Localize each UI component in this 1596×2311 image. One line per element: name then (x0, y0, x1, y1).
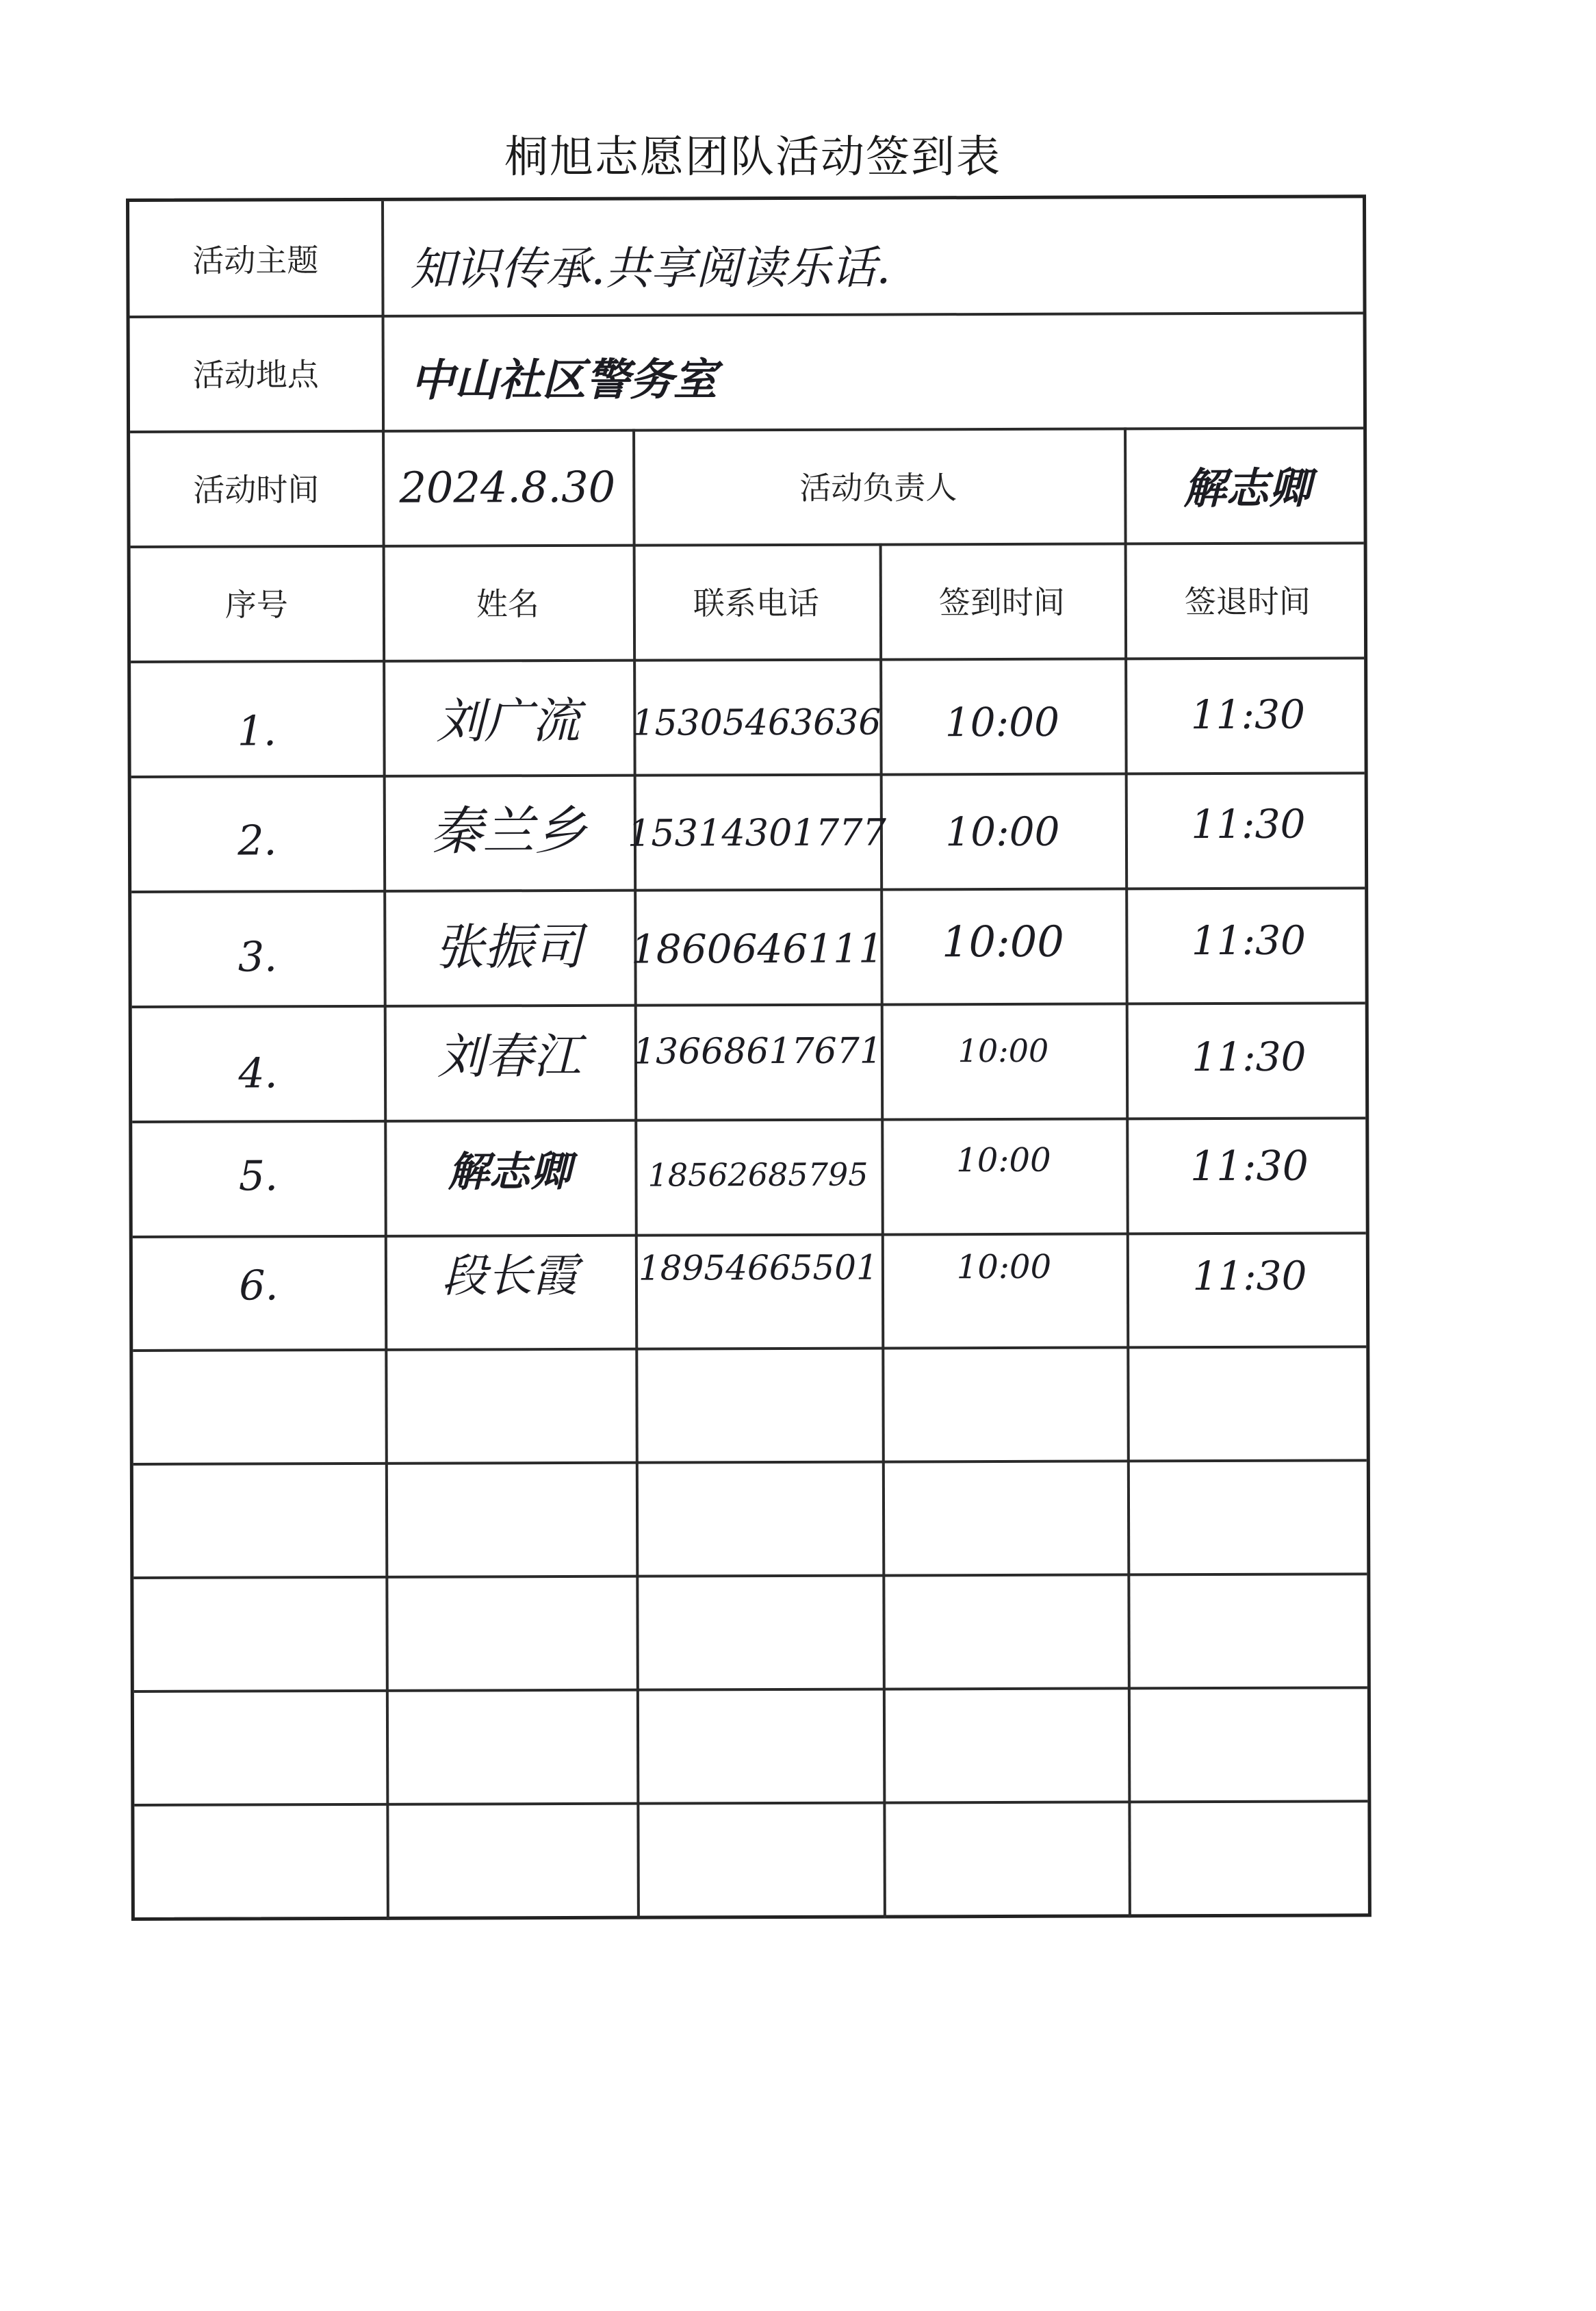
column-header-phone: 联系电话 (693, 584, 819, 622)
row-name: 段长霞 (441, 1249, 578, 1303)
row-sign-out: 11:30 (1191, 800, 1306, 848)
row-sign-out: 11:30 (1190, 691, 1306, 739)
row-name: 秦兰乡 (430, 800, 587, 862)
column-header-sign-out: 签退时间 (1184, 583, 1311, 621)
row-name: 刘广流 (436, 692, 580, 750)
row-number: 6. (239, 1262, 279, 1310)
row-number: 5. (238, 1152, 279, 1201)
row-phone: 15314301777 (627, 810, 886, 855)
row-sign-out: 11:30 (1191, 917, 1307, 965)
row-name: 张振司 (435, 917, 583, 976)
row-number: 4. (238, 1049, 278, 1098)
row-divider (133, 1459, 1367, 1466)
row-phone: 15305463636 (632, 702, 881, 744)
column-header-no: 序号 (224, 586, 288, 624)
column-header-sign-in: 签到时间 (938, 583, 1065, 622)
row-number: 2. (237, 817, 277, 865)
place-label: 活动地点 (192, 356, 319, 394)
row-divider (134, 1686, 1367, 1693)
row-sign-in: 10:00 (944, 698, 1060, 746)
row-sign-out: 11:30 (1192, 1252, 1307, 1300)
row-sign-in: 10:00 (941, 916, 1064, 967)
row-phone: 1860646111 (630, 925, 884, 973)
row-sign-out: 11:30 (1192, 1033, 1307, 1081)
theme-label: 活动主题 (192, 242, 319, 279)
row-sign-in: 10:00 (956, 1140, 1051, 1180)
row-divider (133, 1345, 1366, 1352)
row-number: 1. (237, 707, 277, 756)
page-title: 桐旭志愿团队活动签到表 (504, 132, 1001, 183)
row-sign-in: 10:00 (956, 1247, 1052, 1287)
leader-label: 活动负责人 (799, 469, 957, 507)
leader-value: 解志卿 (1183, 463, 1311, 513)
row-name: 解志卿 (448, 1147, 571, 1197)
row-divider (134, 1800, 1367, 1806)
sign-in-table (126, 194, 1372, 1921)
time-label: 活动时间 (193, 471, 320, 509)
column-header-name: 姓名 (476, 585, 539, 623)
row-divider (133, 1572, 1367, 1579)
row-sign-in: 10:00 (945, 808, 1060, 856)
row-sign-in: 10:00 (957, 1032, 1049, 1070)
place-value: 中山社区警务室 (410, 354, 717, 407)
theme-value: 知识传承.共享阅读乐话. (410, 240, 891, 296)
time-value: 2024.8.30 (399, 461, 616, 513)
row-phone: 13668617671 (632, 1030, 882, 1073)
row-sign-out: 11:30 (1189, 1142, 1309, 1191)
row-phone: 18954665501 (638, 1247, 878, 1288)
row-number: 3. (237, 933, 278, 982)
row-phone: 18562685795 (647, 1156, 868, 1194)
row-name: 刘春江 (437, 1027, 582, 1085)
